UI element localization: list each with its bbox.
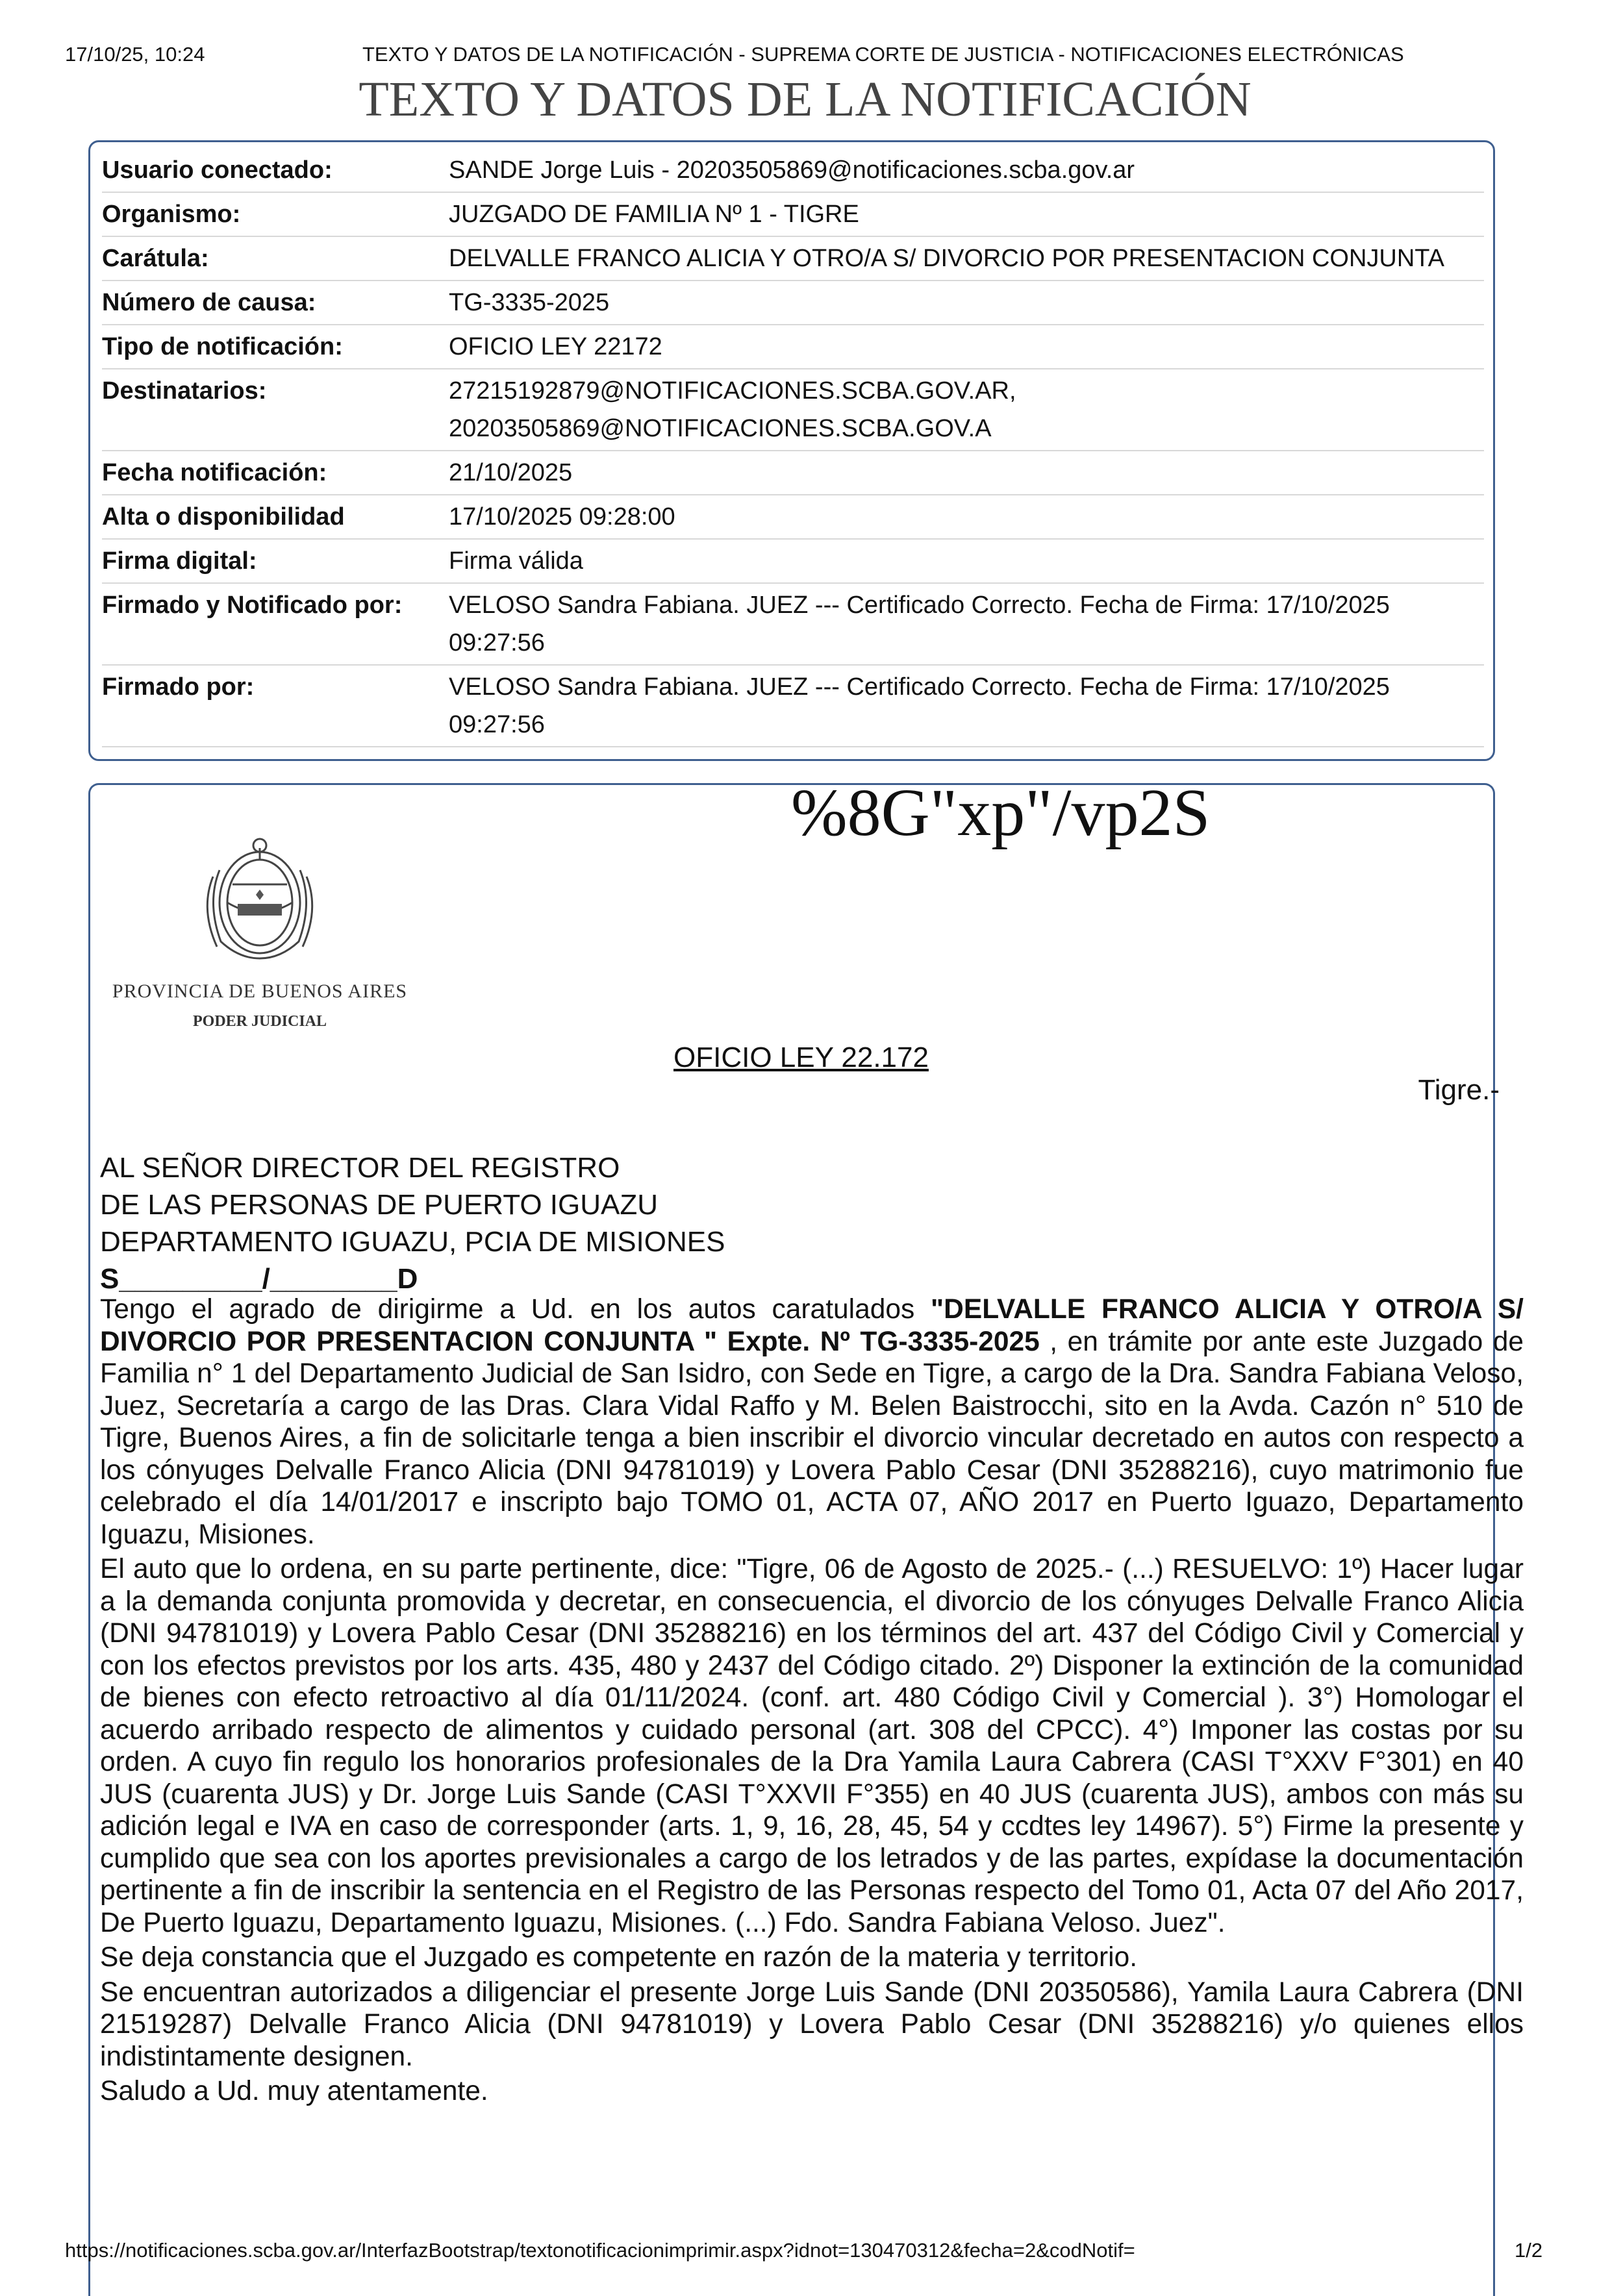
info-row-fecha-notificacion <box>102 451 1484 495</box>
info-value: TG-3335-2025 <box>449 281 1484 325</box>
info-value: 21/10/2025 <box>449 451 1484 495</box>
notification-info-table <box>102 149 1484 747</box>
oficio-title: OFICIO LEY 22.172 <box>673 1042 929 1073</box>
info-row-firmado-notificado <box>102 583 1484 665</box>
signature-time: 09:27:56 <box>449 711 545 738</box>
info-value <box>449 369 1484 451</box>
info-row-firma-digital <box>102 539 1484 583</box>
info-value: SANDE Jorge Luis - 20203505869@notificaciones.scba.gov.ar <box>449 149 1484 192</box>
print-url: https://notificaciones.scba.gov.ar/InterfazBootstrap/textonotificacionimprimir.aspx?idnot=130470312&fecha=2&codNotif= <box>65 2239 1135 2262</box>
paragraph-authorized: Se encuentran autorizados a diligenciar el presente Jorge Luis Sande (DNI 20350586), Yamila Laura Cabrera (DNI 21519287) Delvalle Franco Alicia (DNI 94781019) y Lovera Pablo Cesar (DNI 35288216) y/o quienes ellos indistintamente designen. <box>100 1977 1524 2072</box>
document-body <box>100 1293 1524 2110</box>
paragraph-competence: Se deja constancia que el Juzgado es competente en razón de la materia y territorio. <box>100 1942 1138 1973</box>
info-label: Carátula: <box>102 236 449 281</box>
info-row-usuario <box>102 149 1484 192</box>
info-label: Destinatarios: <box>102 369 449 451</box>
info-row-alta <box>102 495 1484 539</box>
info-row-organismo <box>102 192 1484 236</box>
info-row-caratula <box>102 236 1484 281</box>
logo-caption-judicial: PODER JUDICIAL <box>192 1013 327 1030</box>
info-row-firmado-por <box>102 665 1484 747</box>
signature-line: VELOSO Sandra Fabiana. JUEZ --- Certificado Correcto. Fecha de Firma: 17/10/2025 <box>449 592 1390 619</box>
province-coat-of-arms-icon <box>103 831 417 1039</box>
info-value: 17/10/2025 09:28:00 <box>449 495 1484 539</box>
info-label: Organismo: <box>102 192 449 236</box>
page-title: TEXTO Y DATOS DE LA NOTIFICACIÓN <box>358 72 1252 127</box>
addressee-line: DEPARTAMENTO IGUAZU, PCIA DE MISIONES <box>100 1226 725 1258</box>
info-row-destinatarios <box>102 369 1484 451</box>
info-label: Alta o disponibilidad <box>102 495 449 539</box>
info-label: Fecha notificación: <box>102 451 449 495</box>
info-label: Firmado y Notificado por: <box>102 583 449 665</box>
info-value: JUZGADO DE FAMILIA Nº 1 - TIGRE <box>449 192 1484 236</box>
recipient-2: 20203505869@NOTIFICACIONES.SCBA.GOV.A <box>449 415 992 442</box>
sd-line: S_________/________D <box>100 1263 418 1295</box>
signature-line: VELOSO Sandra Fabiana. JUEZ --- Certificado Correcto. Fecha de Firma: 17/10/2025 <box>449 673 1390 701</box>
signature-time: 09:27:56 <box>449 629 545 656</box>
notification-info-panel <box>88 140 1495 761</box>
info-value <box>449 665 1484 747</box>
place-line: Tigre.- <box>1418 1074 1500 1106</box>
info-value <box>449 583 1484 665</box>
paragraph-text: , en trámite por ante este Juzgado de Familia n° 1 del Departamento Judicial de San Isidro, con Sede en Tigre, a cargo de la Dra. Sandra Fabiana Veloso, Juez, Secretaría a cargo de las Dras. Clara Vidal Raffo y M. Belen Baistrocchi, sito en la Avda. Cazón n° 510 de Tigre, Buenos Aires, a fin de solicitarle tenga a bien inscribir el divorcio vincular decretado en autos con respecto a los cónyuges Delvalle Franco Alicia (DNI 94781019) y Lovera Pablo Cesar (DNI 35288216), cuyo matrimonio fue celebrado el día 14/01/2017 e inscripto bajo TOMO 01, ACTA 07, AÑO 2017 en Puerto Iguazo, Departamento Iguazu, Misiones. <box>100 1326 1524 1550</box>
info-value: OFICIO LEY 22172 <box>449 325 1484 369</box>
document-code: %8G"xp"/vp2S <box>791 775 1211 850</box>
info-label: Usuario conectado: <box>102 149 449 192</box>
info-value: DELVALLE FRANCO ALICIA Y OTRO/A S/ DIVORCIO POR PRESENTACION CONJUNTA <box>449 236 1484 281</box>
logo-caption-province: PROVINCIA DE BUENOS AIRES <box>112 980 408 1002</box>
print-page-title: TEXTO Y DATOS DE LA NOTIFICACIÓN - SUPREMA CORTE DE JUSTICIA - NOTIFICACIONES ELECTRÓNICAS <box>362 43 1404 66</box>
info-label: Número de causa: <box>102 281 449 325</box>
info-row-tipo-notificacion <box>102 325 1484 369</box>
paragraph-text: Tengo el agrado de dirigirme a Ud. en los autos caratulados <box>100 1294 931 1325</box>
addressee-block <box>100 1149 725 1297</box>
info-label: Firma digital: <box>102 539 449 583</box>
addressee-line: AL SEÑOR DIRECTOR DEL REGISTRO <box>100 1152 620 1184</box>
case-caption-bold: "DELVALLE FRANCO ALICIA Y OTRO/A S/ DIVORCIO POR PRESENTACION CONJUNTA " Expte. Nº TG-3335-2025 <box>100 1294 1524 1357</box>
recipient-1: 27215192879@NOTIFICACIONES.SCBA.GOV.AR, <box>449 377 1016 405</box>
page-number: 1/2 <box>1515 2239 1543 2262</box>
info-label: Tipo de notificación: <box>102 325 449 369</box>
info-label: Firmado por: <box>102 665 449 747</box>
info-value: Firma válida <box>449 539 1484 583</box>
print-timestamp: 17/10/25, 10:24 <box>65 43 205 66</box>
info-row-numero-causa <box>102 281 1484 325</box>
paragraph-closing: Saludo a Ud. muy atentamente. <box>100 2076 488 2106</box>
paragraph-resolution: El auto que lo ordena, en su parte pertinente, dice: "Tigre, 06 de Agosto de 2025.- (...) RESUELVO: 1º) Hacer lugar a la demanda conjunta promovida y decretar, en consecuencia, el divorcio de los cónyuges Delvalle Franco Alicia (DNI 94781019) y Lovera Pablo Cesar (DNI 35288216) en los términos del art. 437 del Código Civil y Comercial y con los efectos previstos por los arts. 435, 480 y 2437 del Código citado. 2º) Disponer la extinción de la comunidad de bienes con efecto retroactivo al día 01/11/2024. (conf. art. 480 Código Civil y Comercial ). 3°) Homologar el acuerdo arribado respecto de alimentos y cuidado personal (art. 308 del CPCC). 4°) Imponer las costas por su orden. A cuyo fin regulo los honorarios profesionales de la Dra Yamila Laura Cabrera (CASI T°XXV F°301) en 40 JUS (cuarenta JUS) y Dr. Jorge Luis Sande (CASI T°XXVII F°355) en 40 JUS (cuarenta JUS), ambos con más su adición legal e IVA en caso de corresponder (arts. 1, 9, 16, 28, 45, 54 y ccdtes ley 14967). 5°) Firme la presente y cumplido que sea con los aportes previsionales a cargo de los letrados y de las partes, expídase la documentación pertinente a fin de inscribir la sentencia en el Registro de las Personas respecto del Tomo 01, Acta 07 del Año 2017, De Puerto Iguazu, Departamento Iguazu, Misiones. (...) Fdo. Sandra Fabiana Veloso. Juez". <box>100 1554 1524 1938</box>
addressee-line: DE LAS PERSONAS DE PUERTO IGUAZU <box>100 1189 659 1221</box>
paragraph-intro <box>100 1293 1524 1551</box>
